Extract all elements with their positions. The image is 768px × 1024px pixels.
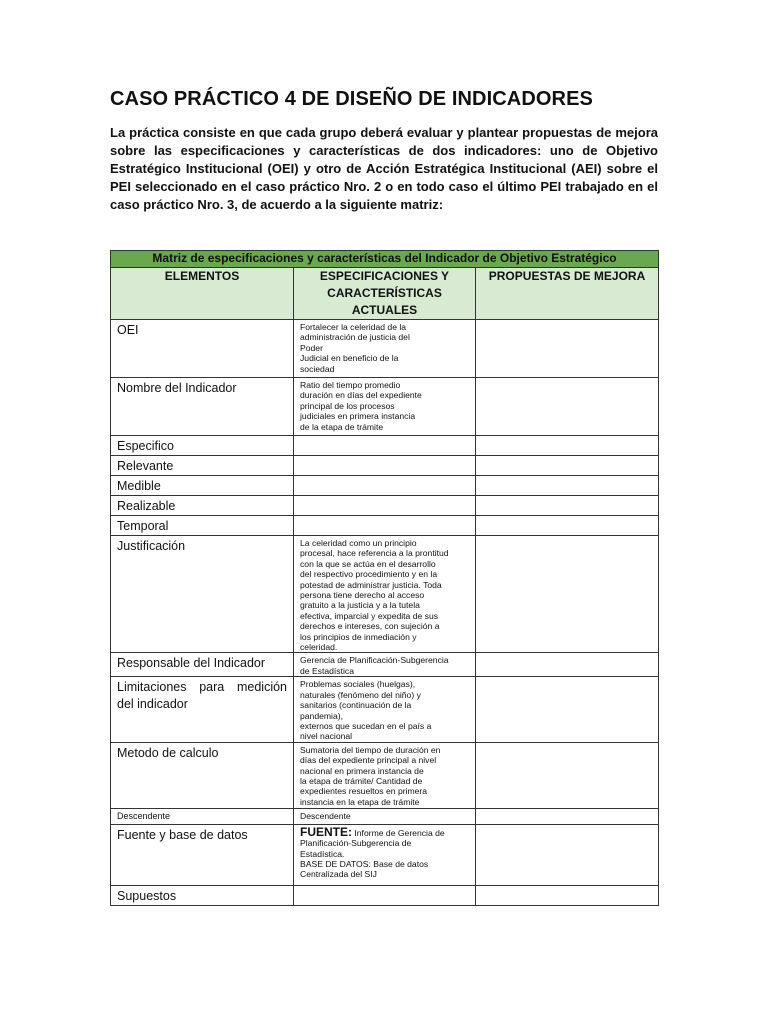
row-element: Limitaciones para medición del indicador — [111, 677, 294, 742]
row-element: Temporal — [111, 516, 294, 536]
table-row — [111, 677, 659, 742]
row-proposal[interactable] — [476, 742, 659, 808]
table-row — [111, 742, 659, 808]
row-proposal[interactable] — [476, 436, 659, 456]
row-spec: Fortalecer la celeridad de la administración de justicia del Poder Judicial en beneficio de la sociedad — [294, 320, 476, 378]
row-element: OEI — [111, 320, 294, 378]
row-spec — [294, 436, 476, 456]
row-element: Relevante — [111, 456, 294, 476]
fuente-text: Informe de Gerencia de Planificación-Subgerencia de Estadística. BASE DE DATOS: Base de datos Centralizada del SIJ — [300, 827, 445, 880]
table-row — [111, 653, 659, 677]
row-spec: Ratio del tiempo promedio duración en días del expediente principal de los procesos judiciales en primera instancia de la etapa de trámite — [294, 378, 476, 436]
row-proposal[interactable] — [476, 476, 659, 496]
row-element: Fuente y base de datos — [111, 824, 294, 885]
table-row — [111, 808, 659, 824]
indicator-matrix-table — [110, 250, 659, 906]
fuente-lead: FUENTE: — [300, 824, 352, 839]
row-proposal[interactable] — [476, 320, 659, 378]
row-element: Nombre del Indicador — [111, 378, 294, 436]
row-element: Metodo de calculo — [111, 742, 294, 808]
row-spec: La celeridad como un principio procesal, hace referencia a la prontitud con la que se actúa en el desarrollo del respectivo procedimiento y en la potestad de administrar justicia. Toda persona tiene derecho al acceso gratuito a la justicia y a la tutela efectiva, imparcial y expedita de sus derechos e intereses, con sujeción a los principios de inmediación y celeridad. — [294, 536, 476, 653]
row-proposal[interactable] — [476, 536, 659, 653]
row-proposal[interactable] — [476, 677, 659, 742]
row-proposal[interactable] — [476, 516, 659, 536]
row-spec — [294, 885, 476, 905]
table-row — [111, 516, 659, 536]
page-title: CASO PRÁCTICO 4 DE DISEÑO DE INDICADORES — [110, 88, 593, 110]
row-spec — [294, 476, 476, 496]
row-element: Justificación — [111, 536, 294, 653]
row-element: Realizable — [111, 496, 294, 516]
row-proposal[interactable] — [476, 824, 659, 885]
row-element: Descendente — [111, 808, 294, 824]
intro-paragraph: La práctica consiste en que cada grupo deberá evaluar y plantear propuestas de mejora sobre las especificaciones y características de dos indicadores: uno de Objetivo Estratégico Institucional (OEI) y otro de Acción Estratégica Institucional (AEI) sobre el PEI seleccionado en el caso práctico Nro. 2 o en todo caso el último PEI trabajado en el caso práctico Nro. 3, de acuerdo a la siguiente matriz: — [110, 125, 658, 212]
row-spec: Gerencia de Planificación-Subgerencia de Estadística — [294, 653, 476, 677]
row-proposal[interactable] — [476, 378, 659, 436]
row-proposal[interactable] — [476, 885, 659, 905]
row-element: Supuestos — [111, 885, 294, 905]
header-especificaciones: ESPECIFICACIONES Y CARACTERÍSTICAS ACTUALES — [294, 268, 476, 320]
row-spec — [294, 824, 476, 885]
row-spec — [294, 516, 476, 536]
table-row — [111, 320, 659, 378]
row-spec — [294, 456, 476, 476]
row-proposal[interactable] — [476, 496, 659, 516]
row-proposal[interactable] — [476, 456, 659, 476]
table-row — [111, 536, 659, 653]
header-elementos: ELEMENTOS — [111, 268, 294, 320]
row-proposal[interactable] — [476, 653, 659, 677]
table-caption-row — [111, 251, 659, 268]
table-row — [111, 824, 659, 885]
row-proposal[interactable] — [476, 808, 659, 824]
row-spec: Descendente — [294, 808, 476, 824]
table-row — [111, 456, 659, 476]
table-row — [111, 378, 659, 436]
row-element: Responsable del Indicador — [111, 653, 294, 677]
row-element: Medible — [111, 476, 294, 496]
table-row — [111, 476, 659, 496]
table-header-row — [111, 268, 659, 320]
row-spec: Sumatoria del tiempo de duración en días del expediente principal a nivel nacional en primera instancia de la etapa de trámite/ Cantidad de expedientes resueltos en primera instancia en la etapa de trámite — [294, 742, 476, 808]
table-row — [111, 496, 659, 516]
table-row — [111, 436, 659, 456]
table-row — [111, 885, 659, 905]
row-element: Especifico — [111, 436, 294, 456]
row-spec — [294, 496, 476, 516]
table-caption: Matriz de especificaciones y características del Indicador de Objetivo Estratégico — [111, 251, 659, 268]
header-propuestas: PROPUESTAS DE MEJORA — [476, 268, 659, 320]
row-spec: Problemas sociales (huelgas), naturales (fenómeno del niño) y sanitarios (continuación de la pandemia), externos que sucedan en el país a nivel nacional — [294, 677, 476, 742]
